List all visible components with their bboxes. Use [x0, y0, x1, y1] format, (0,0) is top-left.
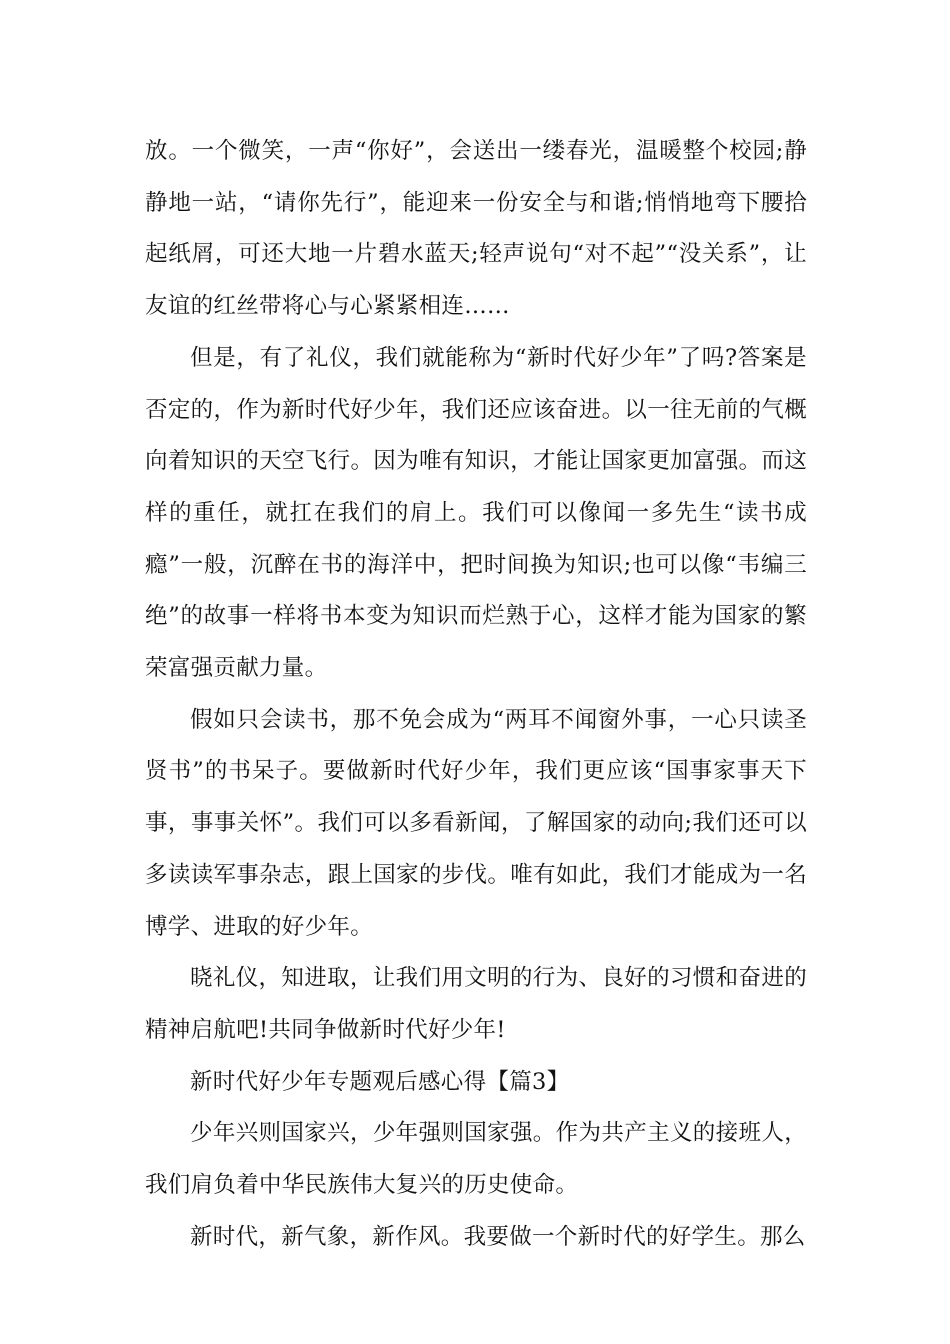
section-heading: 新时代好少年专题观后感心得【篇3】	[190, 1068, 570, 1095]
paragraph-new-era: 新时代，新气象，新作风。我要做一个新时代的好学生。那么	[190, 1223, 806, 1250]
paragraph-current-affairs: 假如只会读书，那不免会成为“两耳不闻窗外事，一心只读圣贤书”的书呆子。要做新时代好少年，我们更应该“国事家事天下事，事事关怀”。我们可以多看新闻，了解国家的动向;我们还可以多读读军事杂志，跟上国家的步伐。唯有如此，我们才能成为一名博学、进取的好少年。	[145, 706, 807, 940]
paragraph-knowledge: 但是，有了礼仪，我们就能称为“新时代好少年”了吗?答案是否定的，作为新时代好少年，我们还应该奋进。以一往无前的气概向着知识的天空飞行。因为唯有知识，才能让国家更加富强。而这样的重任，就扛在我们的肩上。我们可以像闻一多先生“读书成瘾”一般，沉醉在书的海洋中，把时间换为知识;也可以像“韦编三绝”的故事一样将书本变为知识而烂熟于心，这样才能为国家的繁荣富强贡献力量。	[145, 344, 807, 682]
paragraph-conclusion: 晓礼仪，知进取，让我们用文明的行为、良好的习惯和奋进的精神启航吧!共同争做新时代好少年!	[145, 965, 807, 1043]
document-body	[145, 126, 807, 1263]
paragraph-youth-mission: 少年兴则国家兴，少年强则国家强。作为共产主义的接班人，我们肩负着中华民族伟大复兴的历史使命。	[145, 1120, 807, 1199]
paragraph-continuation: 放。一个微笑，一声“你好”，会送出一缕春光，温暖整个校园;静静地一站，“请你先行”，能迎来一份安全与和谐;悄悄地弯下腰拾起纸屑，可还大地一片碧水蓝天;轻声说句“对不起”“没关系”，让友谊的红丝带将心与心紧紧相连……	[145, 138, 807, 320]
